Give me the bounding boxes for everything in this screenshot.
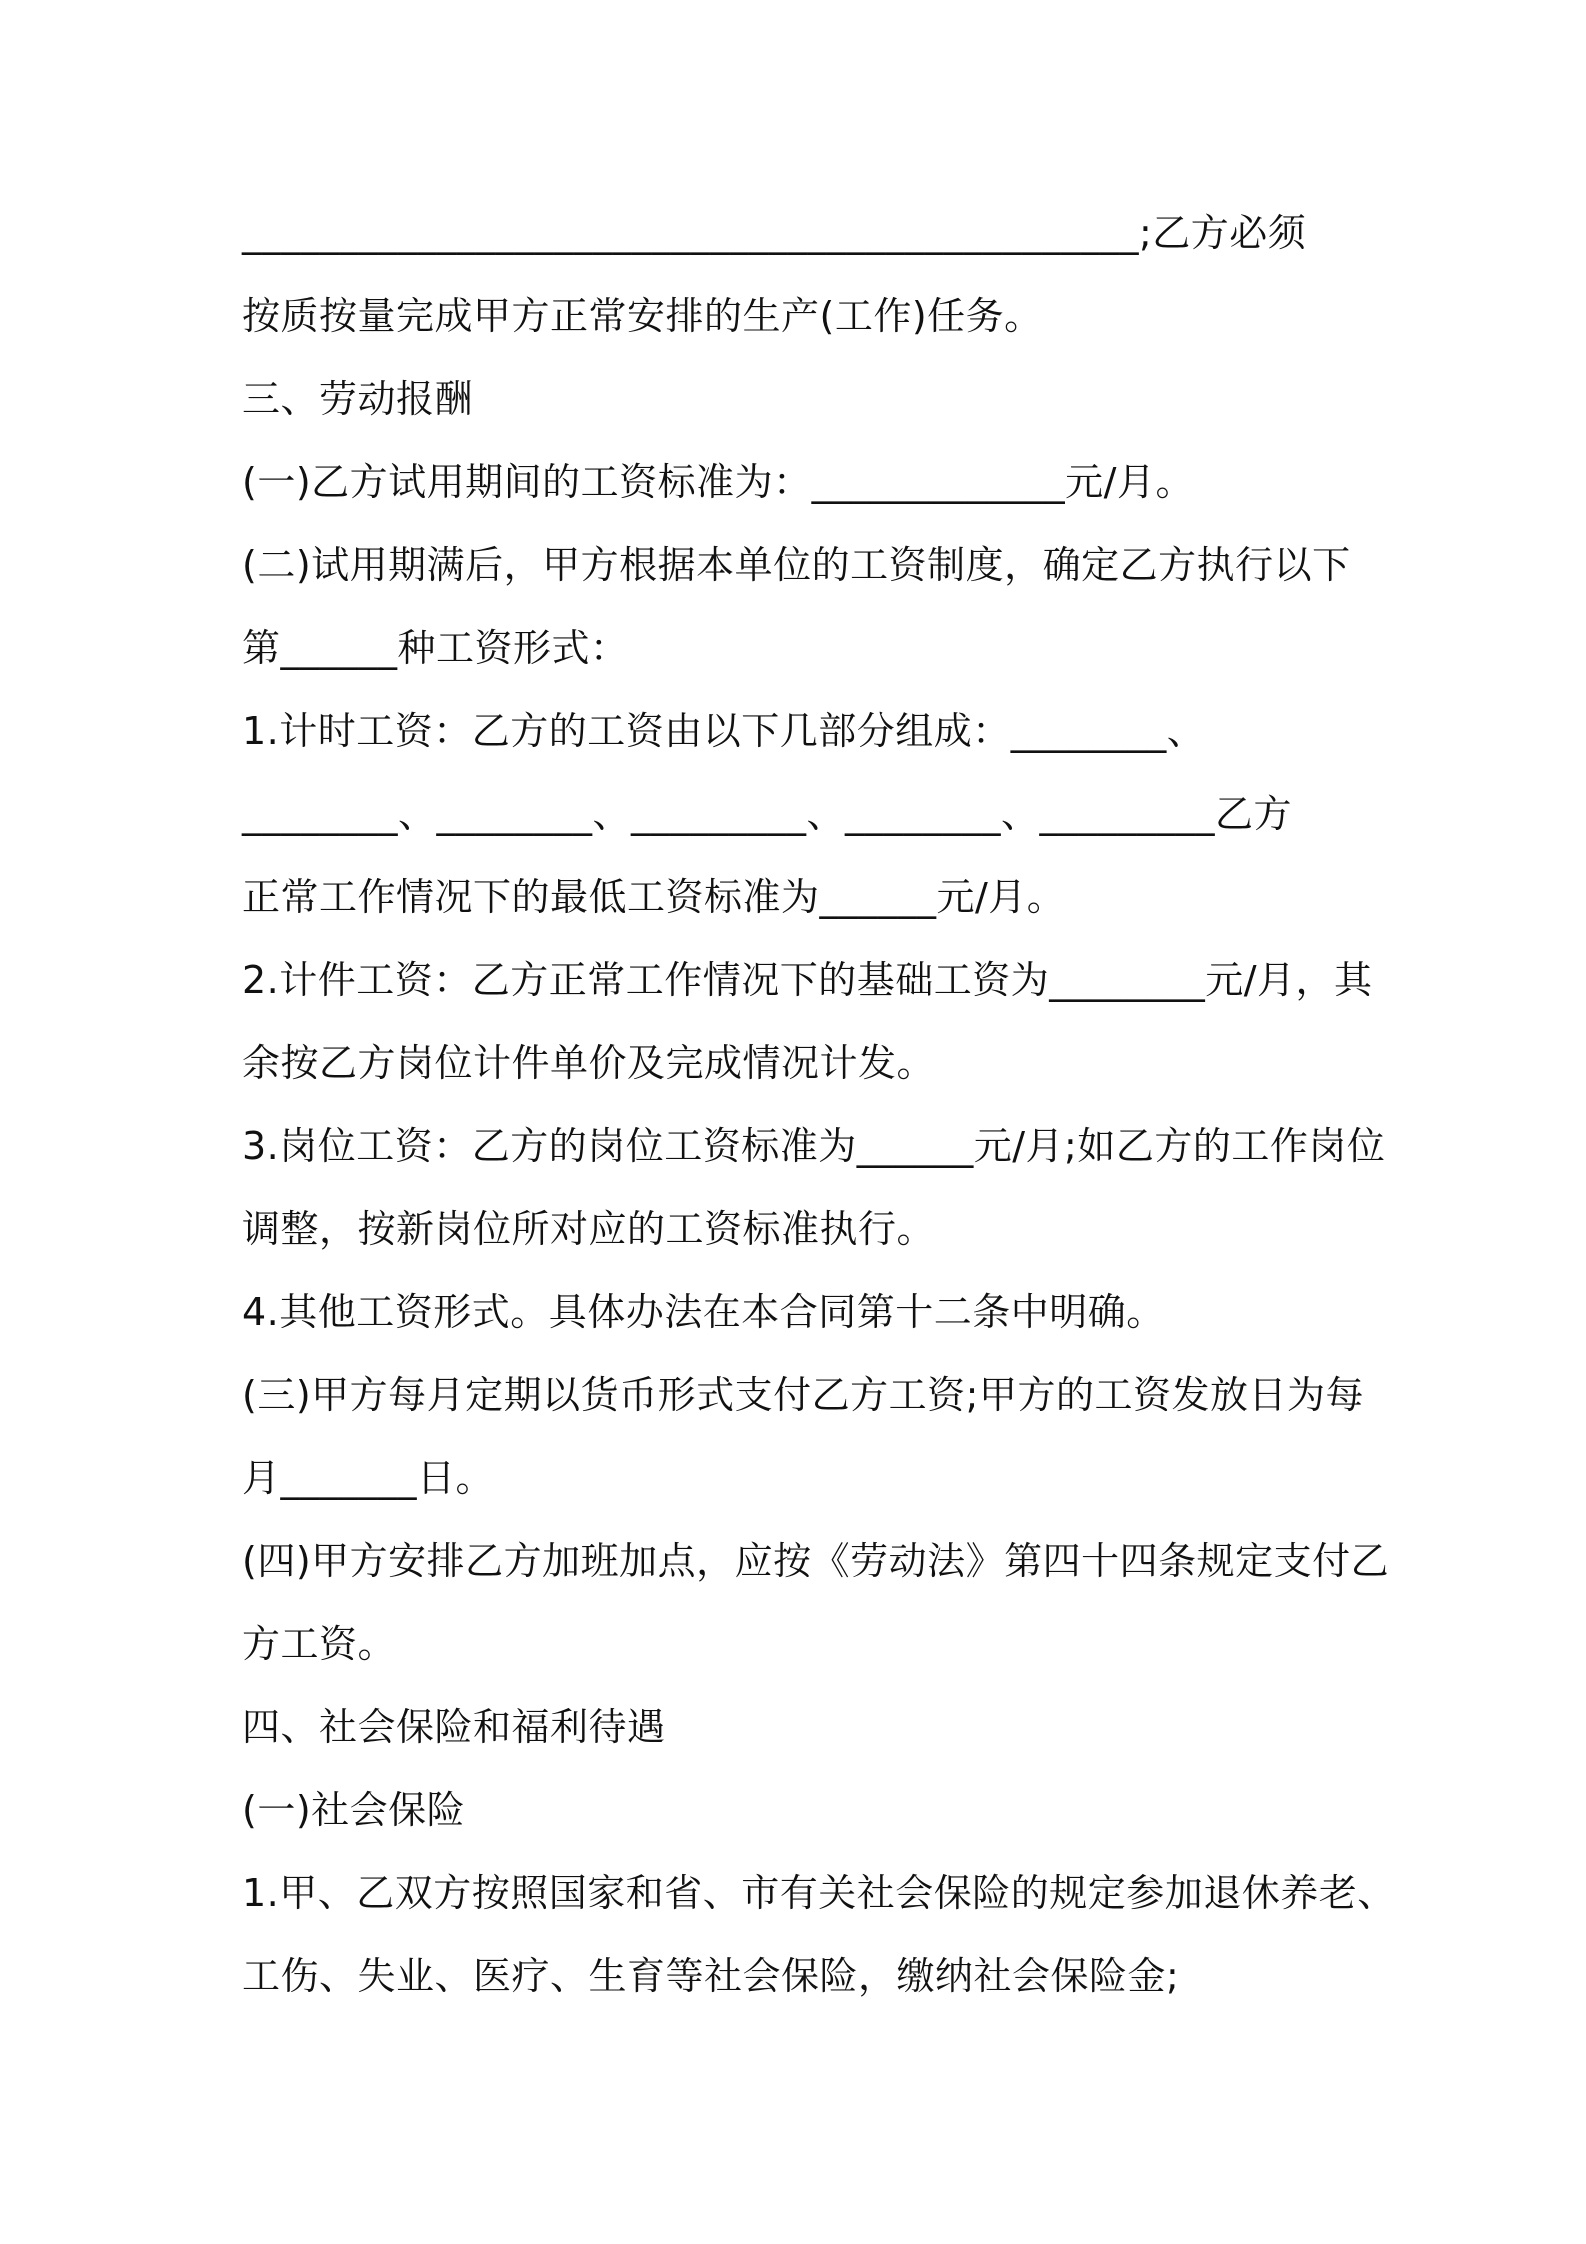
text-line: ______________________________________________;乙方必须 [242,211,1307,255]
text-line: 调整，按新岗位所对应的工资标准执行。 [242,1207,936,1251]
text-line: 方工资。 [242,1622,397,1666]
section-heading: 四、社会保险和福利待遇 [242,1705,666,1749]
document-body [242,198,1396,2024]
text-line: (四)甲方安排乙方加班加点，应按《劳动法》第四十四条规定支付乙 [242,1539,1390,1583]
section-heading: 三、劳动报酬 [242,377,474,421]
text-line: 2.计件工资：乙方正常工作情况下的基础工资为________元/月，其 [242,958,1373,1002]
text-line: 第______种工资形式： [242,626,629,670]
text-line: 3.岗位工资：乙方的岗位工资标准为______元/月;如乙方的工作岗位 [242,1124,1386,1168]
text-line: 余按乙方岗位计件单价及完成情况计发。 [242,1041,936,1085]
text-line: 1.甲、乙双方按照国家和省、市有关社会保险的规定参加退休养老、 [242,1871,1396,1915]
text-line: (三)甲方每月定期以货币形式支付乙方工资;甲方的工资发放日为每 [242,1373,1364,1417]
text-line: (二)试用期满后，甲方根据本单位的工资制度，确定乙方执行以下 [242,543,1351,587]
text-line: 1.计时工资：乙方的工资由以下几部分组成：________、 [242,709,1206,753]
text-line: 工伤、失业、医疗、生育等社会保险，缴纳社会保险金; [242,1954,1180,1998]
text-line: 按质按量完成甲方正常安排的生产(工作)任务。 [242,294,1043,338]
text-line: 月_______日。 [242,1456,495,1500]
text-line: (一)乙方试用期间的工资标准为：_____________元/月。 [242,460,1194,504]
text-line: ________、________、_________、________、_________乙方 [242,792,1293,836]
subsection-heading: (一)社会保险 [242,1788,466,1832]
text-line: 4.其他工资形式。具体办法在本合同第十二条中明确。 [242,1290,1165,1334]
text-line: 正常工作情况下的最低工资标准为______元/月。 [242,875,1066,919]
